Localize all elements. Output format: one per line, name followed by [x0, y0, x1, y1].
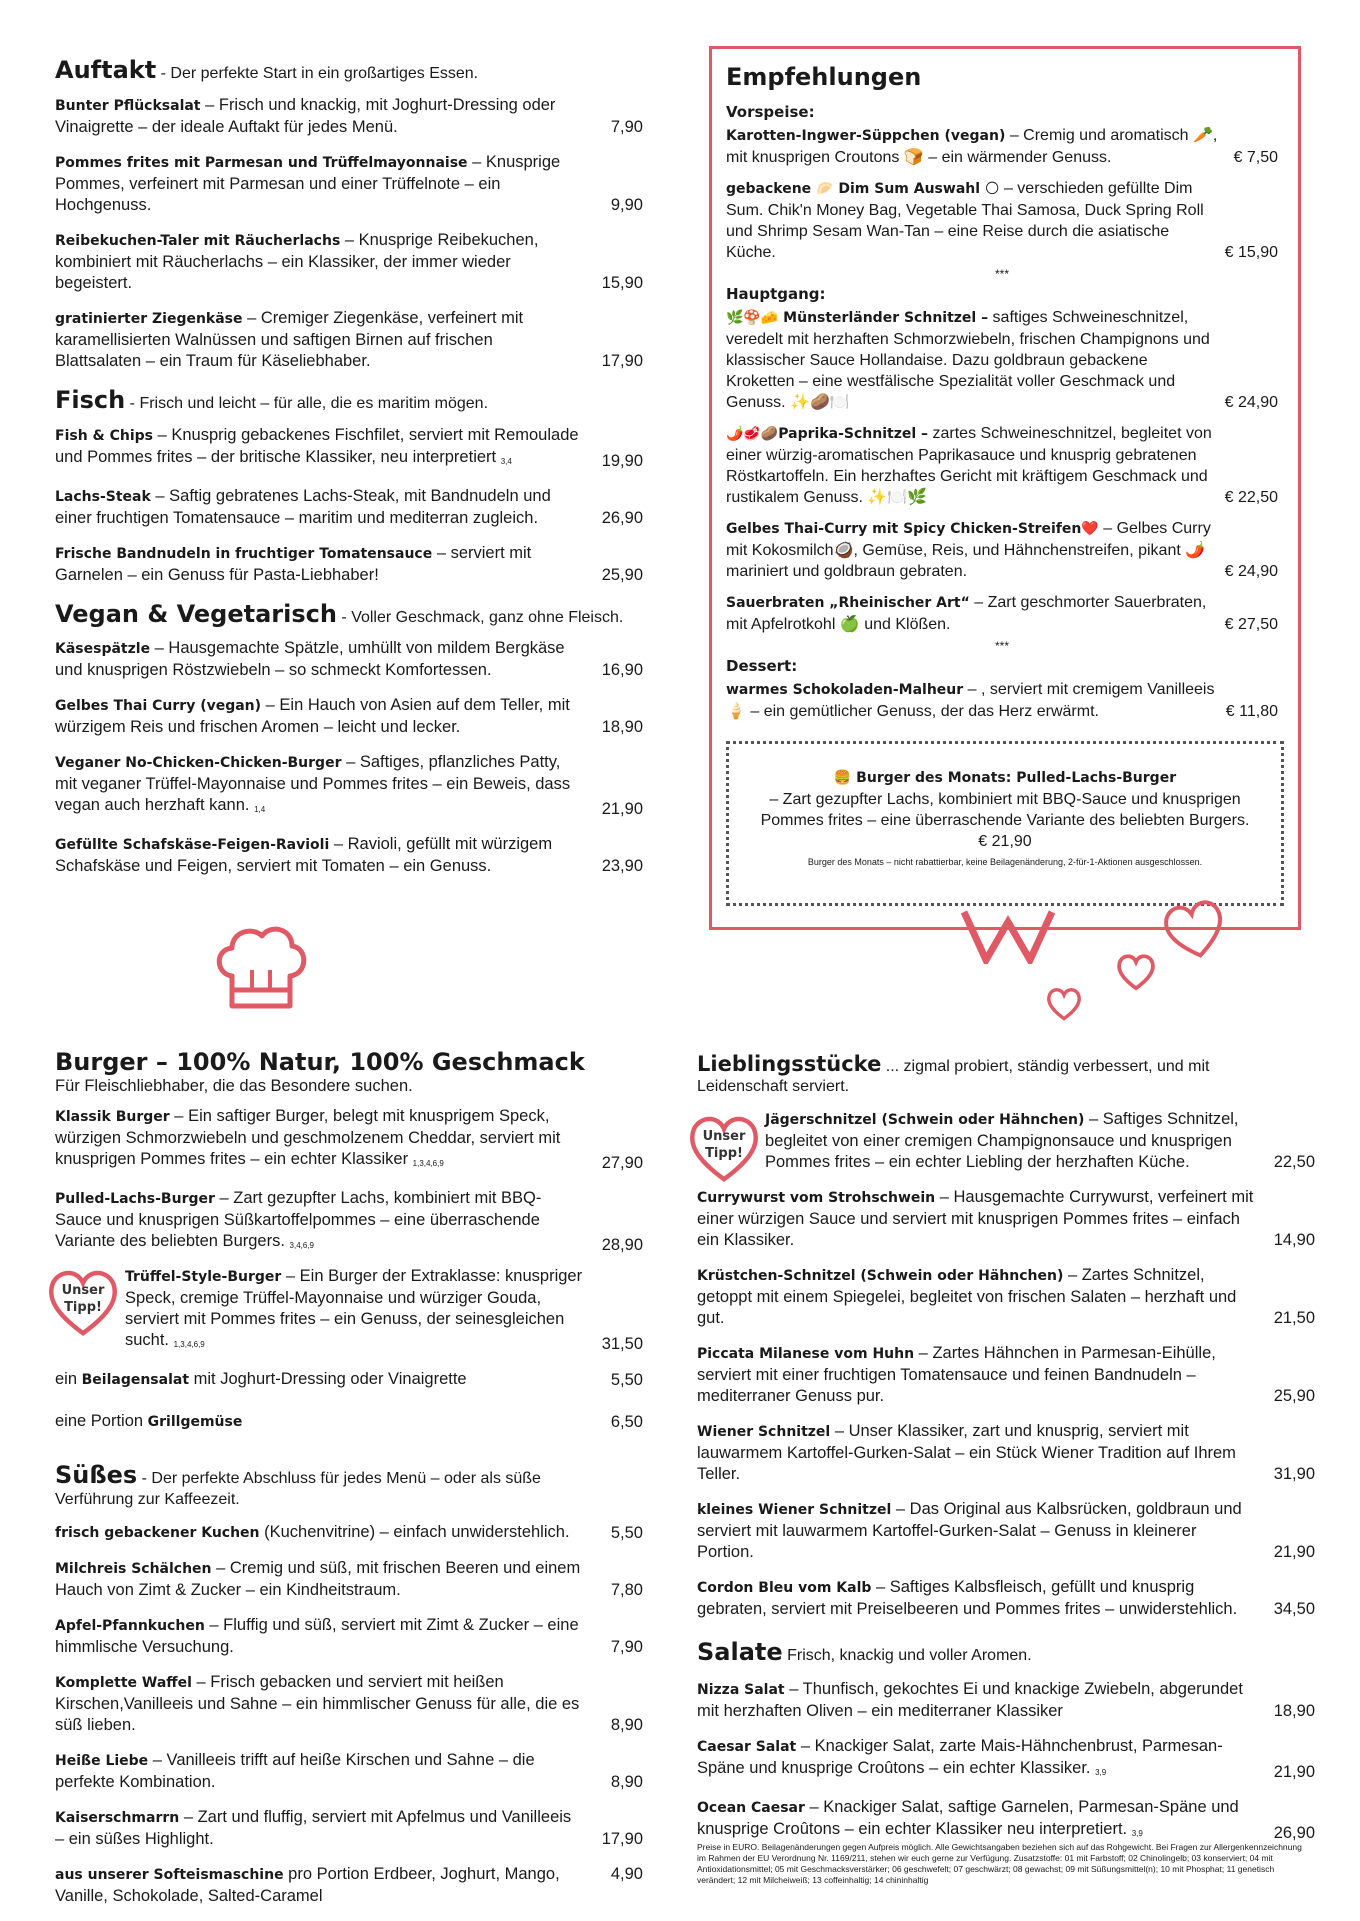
rec-item — [726, 592, 1278, 635]
item-allergens: 3,4,6,9 — [289, 1240, 314, 1250]
section-subtitle: Frisch, knackig und voller Aromen. — [782, 1647, 1032, 1665]
item-name: Karotten-Ingwer-Süppchen (vegan) — [726, 128, 1006, 144]
item-name: gratinierter Ziegenkäse — [55, 310, 243, 327]
side-item — [55, 1411, 643, 1433]
item-desc: zartes Schweineschnitzel, begleitet von einer würzig-aromatischen Paprikasauce und knusprig gebratenen Röstkartoffeln. Ein herzhaftes Gericht mit kräftigem Geschmack und rustikalem Genuss. ✨🍽️🌿 — [726, 425, 1212, 506]
burger-of-month-box — [726, 741, 1284, 906]
bdm-title: 🍔 Burger des Monats: Pulled-Lachs-Burger — [833, 770, 1177, 786]
item-price: 4,90 — [610, 1864, 643, 1883]
menu-item — [697, 1499, 1315, 1563]
item-name: Beilagensalat — [81, 1371, 190, 1388]
section-lieblingsstuecke — [697, 1052, 1315, 1620]
item-price: 15,90 — [601, 273, 643, 292]
section-vegan — [55, 600, 643, 878]
left-bottom-column — [55, 1048, 643, 1921]
separator: *** — [994, 267, 1009, 281]
item-price: 14,90 — [1273, 1231, 1315, 1250]
item-desc: – Frisch gebacken und serviert mit heißen Kirschen,Vanilleeis und Sahne – ein himmlischer Genuss für alle, die es süß lieben. — [55, 1672, 580, 1734]
item-name: Krüstchen-Schnitzel (Schwein oder Hähnchen) — [697, 1268, 1064, 1285]
recommendations-box — [709, 46, 1301, 930]
item-price: 8,90 — [610, 1715, 643, 1734]
item-price: 22,50 — [1273, 1153, 1315, 1172]
menu-item — [697, 1265, 1315, 1329]
item-desc: – Knackiger Salat, zarte Mais-Hähnchenbrust, Parmesan-Späne und knusprige Croûtons – ein echter Klassiker. — [697, 1736, 1223, 1777]
menu-item — [55, 543, 643, 586]
menu-item — [697, 1736, 1315, 1783]
section-auftakt — [55, 56, 643, 372]
item-desc: – Ein saftiger Burger, belegt mit knusprigem Speck, würzigen Schmorzwiebeln und geschmolzenem Cheddar, serviert mit knusprigen Pommes frites – ein echter Klassiker — [55, 1106, 561, 1168]
item-price: 5,50 — [610, 1370, 643, 1389]
item-desc: – Zart gezupfter Lachs, kombiniert mit BBQ-Sauce und knusprigen Süßkartoffelpommes – eine überraschende Variante des beliebten Burgers. — [55, 1188, 542, 1250]
item-desc: – Hausgemachte Currywurst, verfeinert mit einer würzigen Sauce und serviert mit knusprigen Pommes frites – einfach ein Klassiker. — [697, 1188, 1254, 1250]
dessert-label: Dessert: — [726, 657, 798, 675]
menu-item — [55, 834, 643, 877]
menu-item — [697, 1679, 1315, 1722]
rec-item — [726, 178, 1278, 263]
item-desc: – Zartes Hähnchen in Parmesan-Eihülle, serviert mit einer fruchtigen Tomatensauce und feinen Bandnudeln – mediterraner Genuss pur. — [697, 1344, 1216, 1406]
item-allergens: 1,4 — [254, 805, 266, 815]
item-price: 26,90 — [1273, 1823, 1315, 1842]
item-desc: – Ravioli, gefüllt mit würzigem Schafskäse und Feigen, serviert mit Tomaten – ein Genuss. — [55, 835, 553, 876]
item-price: € 7,50 — [1233, 149, 1278, 166]
hauptgang-label: Hauptgang: — [726, 285, 826, 303]
item-price: 18,90 — [601, 718, 643, 737]
menu-item — [55, 1188, 643, 1256]
item-desc: – verschieden gefüllte Dim Sum. Chik'n Money Bag, Vegetable Thai Samosa, Duck Spring Roll und Shrimp Sesam Wan-Tan – eine Reise durch die asiatische Küche. — [726, 180, 1204, 261]
item-price: € 11,80 — [1225, 703, 1278, 720]
section-title: Burger – 100% Natur, 100% Geschmack — [55, 1048, 585, 1076]
section-fisch — [55, 386, 643, 586]
item-price: € 24,90 — [1224, 563, 1278, 580]
item-desc: – Vanilleeis trifft auf heiße Kirschen und Sahne – die perfekte Kombination. — [55, 1750, 535, 1791]
section-subtitle: ... zigmal probiert, ständig verbessert, und mit Leidenschaft serviert. — [697, 1058, 1210, 1096]
section-subtitle: - Der perfekte Abschluss für jedes Menü – oder als süße Verführung zur Kaffeezeit. — [55, 1469, 541, 1508]
item-desc: – Saftig gebratenes Lachs-Steak, mit Bandnudeln und einer fruchtigen Tomatensauce – maritim und mediterran zugleich. — [55, 486, 551, 527]
item-name: Grillgemüse — [147, 1413, 243, 1430]
item-name: Käsespätzle — [55, 641, 151, 658]
section-title: Fisch — [55, 385, 126, 414]
item-desc: – Knackiger Salat, saftige Garnelen, Parmesan-Späne und knusprige Croûtons – ein echter Klassiker neu interpretiert. — [697, 1797, 1239, 1838]
section-subtitle: - Frisch und leicht – für alle, die es maritim mögen. — [125, 394, 489, 412]
item-price: € 27,50 — [1224, 616, 1278, 633]
item-name: Gelbes Thai Curry (vegan) — [55, 698, 262, 715]
item-desc: mit Joghurt-Dressing oder Vinaigrette — [189, 1369, 467, 1388]
tip-text: Unser Tipp! — [702, 1129, 746, 1161]
item-price: 21,90 — [1273, 1543, 1315, 1562]
item-price: 5,50 — [610, 1523, 643, 1542]
menu-item — [697, 1421, 1315, 1485]
item-allergens: 1,3,4,6,9 — [412, 1158, 444, 1168]
rec-item — [726, 125, 1278, 168]
menu-item — [55, 695, 643, 738]
item-name: Nizza Salat — [697, 1681, 785, 1698]
menu-item — [55, 95, 643, 138]
item-name: Currywurst vom Strohschwein — [697, 1190, 936, 1207]
item-price: 31,50 — [601, 1334, 643, 1353]
item-price: 7,90 — [610, 1637, 643, 1656]
menu-item — [697, 1343, 1315, 1407]
item-desc: – Zart und fluffig, serviert mit Apfelmus und Vanilleeis – ein süßes Highlight. — [55, 1807, 572, 1848]
item-desc: – Cremig und aromatisch 🥕, mit knusprigen Croutons 🍞 – ein wärmender Genuss. — [726, 127, 1218, 166]
heart-icon — [1160, 898, 1230, 962]
heart-icon — [1044, 986, 1084, 1022]
side-prefix: eine Portion — [55, 1411, 148, 1430]
item-price: 25,90 — [601, 565, 643, 584]
vorspeise-label: Vorspeise: — [726, 103, 815, 121]
item-price: 8,90 — [610, 1772, 643, 1791]
tip-text: Unser Tipp! — [61, 1283, 105, 1315]
item-desc: – Das Original aus Kalbsrücken, goldbraun und serviert mit lauwarmem Kartoffel-Gurken-Salat – Genuss in kleinerer Portion. — [697, 1500, 1242, 1562]
item-name: aus unserer Softeismaschine — [55, 1866, 284, 1883]
item-name: Kaiserschmarrn — [55, 1809, 180, 1826]
menu-item — [55, 1807, 643, 1850]
item-allergens: 1,3,4,6,9 — [173, 1339, 205, 1349]
item-price: 17,90 — [601, 351, 643, 370]
separator: *** — [994, 639, 1009, 653]
side-prefix: ein — [55, 1369, 82, 1388]
item-desc: – Cremig und süß, mit frischen Beeren und einem Hauch von Zimt & Zucker – ein Kindheitstraum. — [55, 1558, 581, 1599]
item-name: warmes Schokoladen-Malheur — [726, 682, 964, 698]
bdm-price: € 21,90 — [978, 833, 1032, 850]
item-desc: – Thunfisch, gekochtes Ei und knackige Zwiebeln, abgerundet mit herzhaften Oliven – ein mediterraner Klassiker — [697, 1679, 1243, 1720]
logo-w-icon — [960, 908, 1056, 964]
menu-item — [55, 1266, 643, 1355]
item-desc: – Ein Hauch von Asien auf dem Teller, mit würzigem Reis und frischen Aromen – leicht und lecker. — [55, 696, 570, 737]
menu-item — [697, 1797, 1315, 1844]
tip-badge — [44, 1266, 122, 1338]
section-title: Süßes — [55, 1460, 138, 1489]
menu-item — [55, 1558, 643, 1601]
section-salate — [697, 1638, 1315, 1844]
section-title: Auftakt — [55, 56, 157, 84]
item-desc: – Cremiger Ziegenkäse, verfeinert mit karamellisierten Walnüssen und saftigen Birnen auf frischen Blattsalaten – ein Traum für Käseliebhaber. — [55, 308, 524, 370]
item-name: 🌿🍄🧀 Münsterländer Schnitzel – — [726, 310, 989, 326]
menu-item — [55, 752, 643, 820]
item-name: Bunter Pflücksalat — [55, 97, 201, 114]
item-desc: – Saftiges Kalbsfleisch, gefüllt und knusprig gebraten, serviert mit Preiselbeeren und Pommes frites – unwiderstehlich. — [697, 1578, 1238, 1619]
menu-item — [55, 1864, 643, 1907]
item-price: 7,80 — [610, 1580, 643, 1599]
item-name: Reibekuchen-Taler mit Räucherlachs — [55, 232, 341, 249]
item-price: 26,90 — [601, 508, 643, 527]
item-price: 18,90 — [1273, 1701, 1315, 1720]
item-desc: – Knusprige Pommes, verfeinert mit Parmesan und einer Trüffelnote – ein Hochgenuss. — [55, 152, 561, 214]
rec-item — [726, 679, 1278, 722]
item-price: 21,90 — [1273, 1762, 1315, 1781]
item-price: 27,90 — [601, 1153, 643, 1172]
menu-item — [697, 1187, 1315, 1251]
item-desc: pro Portion Erdbeer, Joghurt, Mango, Vanille, Schokolade, Salted-Caramel — [55, 1864, 560, 1905]
item-name: Lachs-Steak — [55, 488, 151, 505]
item-desc: – Frisch und knackig, mit Joghurt-Dressing oder Vinaigrette – der ideale Auftakt für jedes Menü. — [55, 95, 556, 136]
item-desc: – , serviert mit cremigem Vanilleeis 🍦 – ein gemütlicher Genuss, der das Herz erwärmt. — [726, 681, 1215, 720]
rec-item — [726, 423, 1278, 508]
item-desc: saftiges Schweineschnitzel, veredelt mit herzhaften Schmorzwiebeln, frischen Champignons und klassischer Sauce Hollandaise. Dazu goldbraun gebackene Kroketten – eine westfälische Spezialität voller Geschmack und Genuss. ✨🥔🍽️ — [726, 309, 1210, 411]
item-name: Jägerschnitzel (Schwein oder Hähnchen) — [765, 1112, 1085, 1129]
section-subtitle: - Voller Geschmack, ganz ohne Fleisch. — [336, 608, 624, 626]
item-name: Klassik Burger — [55, 1108, 170, 1125]
item-price: 21,90 — [601, 800, 643, 819]
item-name: Ocean Caesar — [697, 1799, 805, 1816]
item-allergens: 3,9 — [1095, 1767, 1107, 1777]
item-price: 17,90 — [601, 1829, 643, 1848]
item-desc: – Zartes Schnitzel, getoppt mit einem Spiegelei, begleitet von frischen Salaten – herzhaft und gut. — [697, 1266, 1237, 1328]
item-name: frisch gebackener Kuchen — [55, 1524, 260, 1541]
chef-hat-icon — [210, 918, 310, 1014]
section-suesses — [55, 1461, 643, 1907]
item-price: 28,90 — [601, 1235, 643, 1254]
item-desc: – Unser Klassiker, zart und knusprig, serviert mit lauwarmem Kartoffel-Gurken-Salat – ein Stück Wiener Tradition auf Ihrem Teller. — [697, 1422, 1236, 1484]
section-title: Salate — [697, 1638, 783, 1667]
menu-item — [55, 1106, 643, 1174]
item-price: 7,90 — [610, 117, 643, 136]
item-name: Frische Bandnudeln in fruchtiger Tomatensauce — [55, 545, 433, 562]
item-name: Piccata Milanese vom Huhn — [697, 1346, 915, 1363]
item-name: Wiener Schnitzel — [697, 1424, 831, 1441]
item-desc: – Saftiges, pflanzliches Patty, mit veganer Trüffel-Mayonnaise und Pommes frites – ein Beweis, dass vegan auch herzhaft kann. — [55, 753, 571, 815]
item-name: Cordon Bleu vom Kalb — [697, 1580, 872, 1597]
section-burger — [55, 1048, 643, 1433]
bdm-desc: – Zart gezupfter Lachs, kombiniert mit BBQ-Sauce und knusprigen Pommes frites – eine überraschende Variante des beliebten Burgers. — [760, 791, 1250, 829]
section-subtitle: Für Fleischliebhaber, die das Besondere suchen. — [55, 1076, 413, 1095]
item-price: 6,50 — [610, 1412, 643, 1431]
menu-item — [55, 486, 643, 529]
rec-title: Empfehlungen — [726, 63, 922, 91]
item-desc: – serviert mit Garnelen – ein Genuss für Pasta-Liebhaber! — [55, 543, 532, 584]
item-price: € 24,90 — [1224, 394, 1278, 411]
item-name: Gelbes Thai-Curry mit Spicy Chicken-Streifen❤️ — [726, 521, 1099, 537]
menu-item — [55, 152, 643, 216]
item-desc: – Knusprige Reibekuchen, kombiniert mit Räucherlachs – ein Klassiker, der immer wieder begeistert. — [55, 230, 539, 292]
item-price: € 22,50 — [1224, 489, 1278, 506]
item-price: 21,50 — [1273, 1309, 1315, 1328]
bdm-note: Burger des Monats – nicht rabattierbar, keine Beilagenänderung, 2-für-1-Aktionen ausgeschlossen. — [807, 857, 1203, 867]
menu-item — [55, 638, 643, 681]
item-price: 31,90 — [1273, 1465, 1315, 1484]
item-price: 23,90 — [601, 857, 643, 876]
item-allergens: 3,4 — [500, 456, 512, 466]
left-top-column — [55, 56, 643, 891]
item-price: 34,50 — [1273, 1600, 1315, 1619]
item-allergens: 3,9 — [1131, 1828, 1143, 1838]
heart-icon — [1114, 952, 1158, 992]
item-name: Trüffel-Style-Burger — [125, 1268, 282, 1285]
menu-item — [55, 1672, 643, 1736]
menu-item — [55, 1750, 643, 1793]
item-desc: – Gelbes Curry mit Kokosmilch🥥, Gemüse, Reis, und Hähnchenstreifen, pikant 🌶️mariniert und goldbraun gebraten. — [726, 520, 1211, 580]
item-name: 🌶️🥩🥔Paprika-Schnitzel – — [726, 426, 929, 442]
menu-item — [55, 1522, 643, 1544]
item-name: gebackene 🥟 Dim Sum Auswahl 🌕 — [726, 181, 1000, 197]
item-desc: – Knusprig gebackenes Fischfilet, serviert mit Remoulade und Pommes frites – der britische Klassiker, neu interpretiert — [55, 425, 579, 466]
item-price: 25,90 — [1273, 1387, 1315, 1406]
item-desc: (Kuchenvitrine) – einfach unwiderstehlich. — [259, 1522, 570, 1541]
item-desc: – Fluffig und süß, serviert mit Zimt & Zucker – eine himmlische Versuchung. — [55, 1615, 579, 1656]
tip-badge — [685, 1112, 763, 1184]
item-name: Milchreis Schälchen — [55, 1560, 212, 1577]
item-name: Komplette Waffel — [55, 1674, 192, 1691]
menu-item — [697, 1109, 1315, 1173]
rec-item — [726, 518, 1278, 582]
menu-item — [697, 1577, 1315, 1620]
right-bottom-column — [697, 1052, 1315, 1858]
item-name: Gefüllte Schafskäse-Feigen-Ravioli — [55, 837, 330, 854]
item-desc: – Hausgemachte Spätzle, umhüllt von mildem Bergkäse und knusprigen Röstzwiebeln – so schmeckt Komfortessen. — [55, 639, 565, 680]
item-price: 19,90 — [601, 451, 643, 470]
item-name: Veganer No-Chicken-Chicken-Burger — [55, 755, 342, 772]
menu-item — [55, 1615, 643, 1658]
item-desc: – Zart geschmorter Sauerbraten, mit Apfelrotkohl 🍏 und Klößen. — [726, 594, 1207, 633]
item-name: Heiße Liebe — [55, 1752, 149, 1769]
item-desc: – Saftiges Schnitzel, begleitet von einer cremigen Champignonsauce und knusprigen Pommes frites – ein echter Liebling der herzhaften Küche. — [765, 1110, 1239, 1172]
item-price: 9,90 — [610, 195, 643, 214]
item-price: 16,90 — [601, 661, 643, 680]
section-title: Vegan & Vegetarisch — [55, 599, 337, 628]
menu-item — [55, 308, 643, 372]
item-desc: – Ein Burger der Extraklasse: knuspriger Speck, cremige Trüffel-Mayonnaise und würziger Gouda, serviert mit Pommes frites – ein Genuss, der seinesgleichen sucht. — [125, 1266, 583, 1349]
item-name: Sauerbraten „Rheinischer Art“ — [726, 595, 970, 611]
item-name: Pulled-Lachs-Burger — [55, 1190, 215, 1207]
item-name: Pommes frites mit Parmesan und Trüffelmayonnaise — [55, 154, 468, 171]
item-name: Apfel-Pfannkuchen — [55, 1617, 205, 1634]
side-item — [55, 1369, 643, 1391]
section-subtitle: - Der perfekte Start in ein großartiges Essen. — [156, 65, 479, 82]
rec-item — [726, 307, 1278, 413]
item-name: kleines Wiener Schnitzel — [697, 1502, 892, 1519]
item-name: Caesar Salat — [697, 1738, 797, 1755]
section-title: Lieblingsstücke — [697, 1052, 882, 1076]
item-price: € 15,90 — [1224, 244, 1278, 261]
menu-item — [55, 230, 643, 294]
footer-note: Preise in EURO. Beilagenänderungen gegen Aufpreis möglich. Alle Gewichtsangaben beziehen sich auf das Rohgewicht. Bei Fragen zur Allergenkennzeichnung im Rahmen der EU Verordnung Nr. 1169/211, stehen wir euch gerne zur Verfügung. Zusatzstoffe: 01 mit Farbstoff; 02 Chinolingelb; 03 konserviert; 04 mit Antioxidationsmittel; 05 mit Geschmacksverstärker; 06 geschwefelt; 07 geschwärzt; 08 gewachst; 09 mit Süßungsmittel(n); 10 mit Phosphat; 11 genetisch verändert; 12 mit Milcheiweiß; 13 coffeinhaltig; 14 chininhaltig — [697, 1842, 1302, 1885]
menu-item — [55, 425, 643, 472]
item-name: Fish & Chips — [55, 427, 154, 444]
